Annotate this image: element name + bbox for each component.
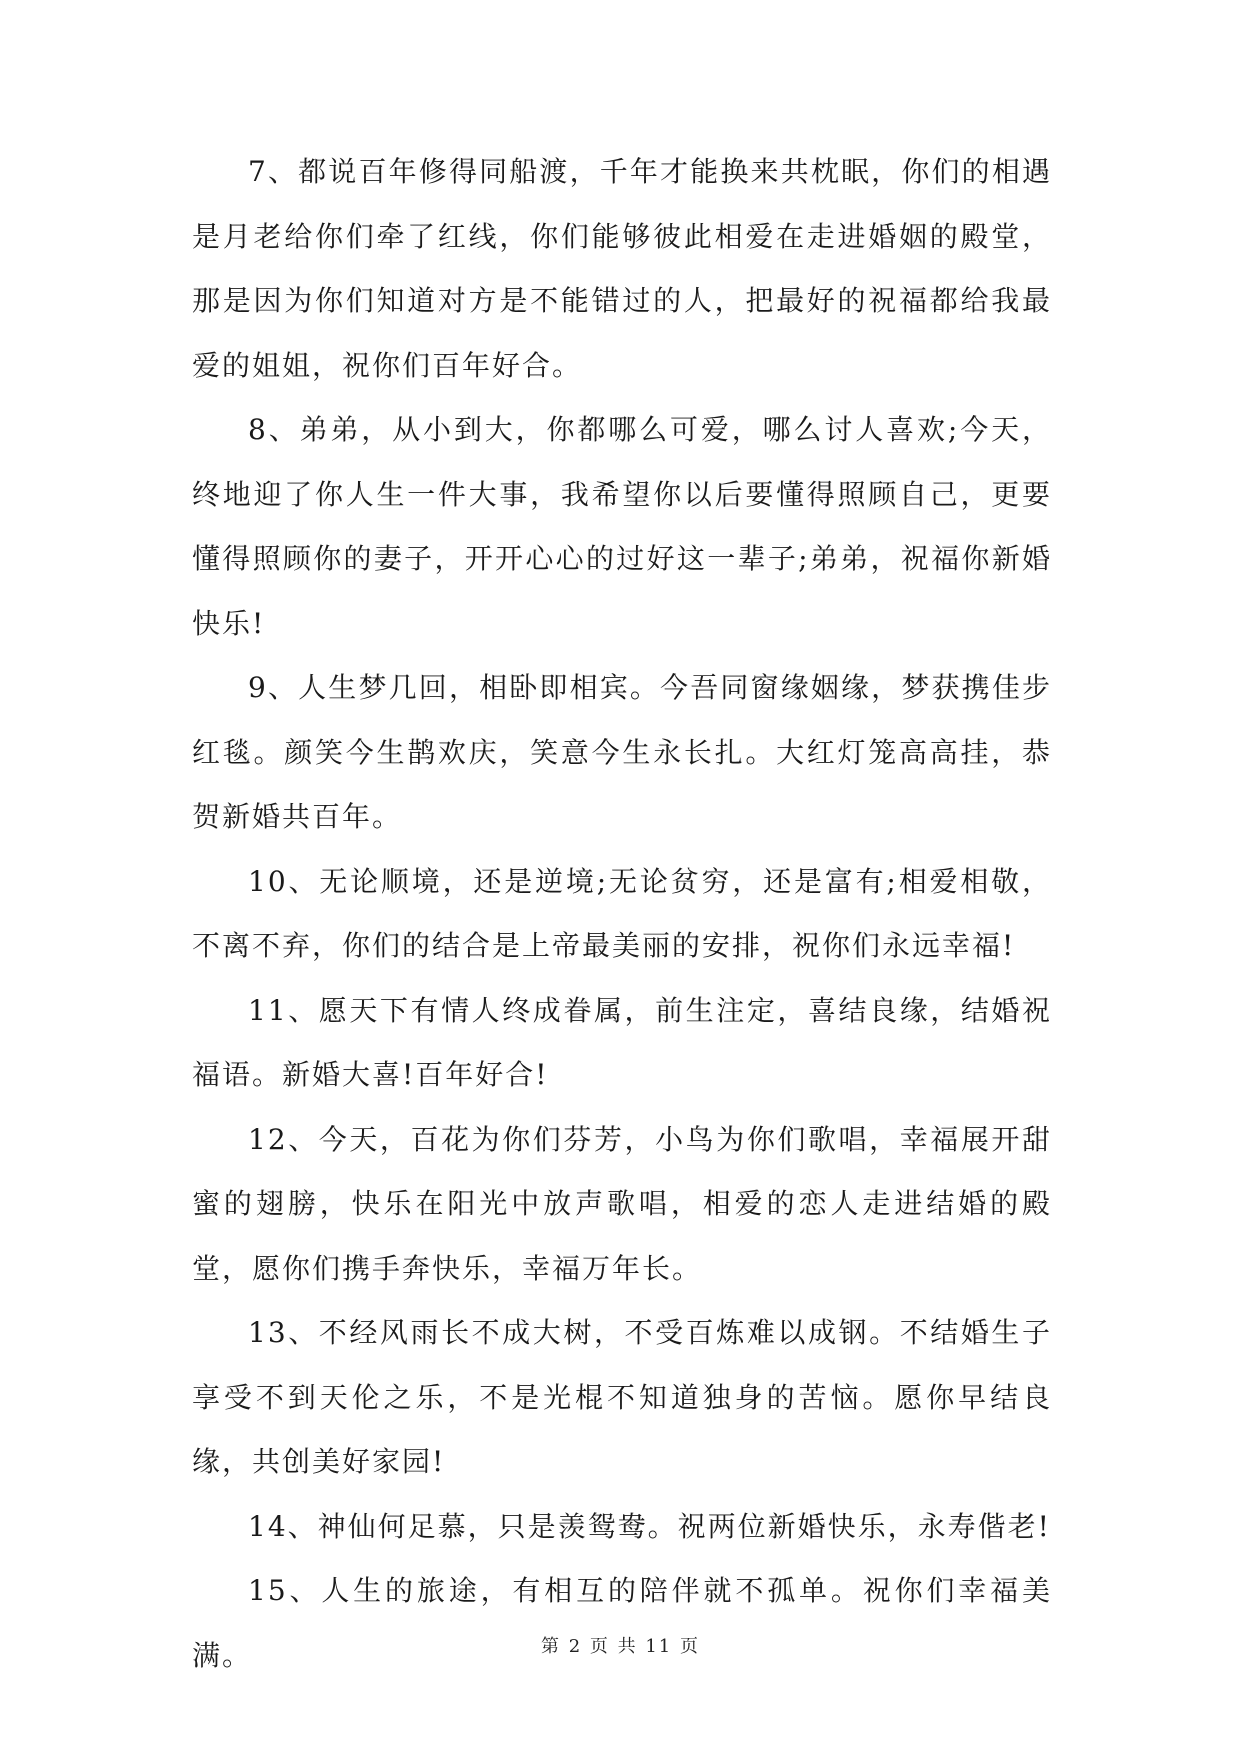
paragraph-8: 8、弟弟，从小到大，你都哪么可爱，哪么讨人喜欢;今天，终地迎了你人生一件大事，我希望你以后要懂得照顾自己，更要懂得照顾你的妻子，开开心心的过好这一辈子;弟弟，祝福你新婚快乐!: [192, 413, 1052, 640]
paragraph-9: 9、人生梦几回，相卧即相宾。今吾同窗缘姻缘，梦获携佳步红毯。颜笑今生鹊欢庆，笑意今生永长扎。大红灯笼高高挂，恭贺新婚共百年。: [192, 671, 1052, 833]
paragraph-11: 11、愿天下有情人终成眷属，前生注定，喜结良缘，结婚祝福语。新婚大喜!百年好合!: [192, 993, 1052, 1091]
paragraph-10: 10、无论顺境，还是逆境;无论贫穷，还是富有;相爱相敬，不离不弃，你们的结合是上帝最美丽的安排，祝你们永远幸福!: [192, 864, 1052, 962]
paragraph-15: 15、人生的旅途，有相互的陪伴就不孤单。祝你们幸福美满。: [192, 1574, 1052, 1672]
paragraph-14: 14、神仙何足慕，只是羡鸳鸯。祝两位新婚快乐，永寿偕老!: [248, 1509, 1051, 1543]
paragraph-13: 13、不经风雨长不成大树，不受百炼难以成钢。不结婚生子享受不到天伦之乐，不是光棍不知道独身的苦恼。愿你早结良缘，共创美好家园!: [192, 1316, 1052, 1478]
document-body: [192, 140, 1052, 1688]
page-number-footer: 第 2 页 共 11 页: [541, 1636, 700, 1657]
paragraph-12: 12、今天，百花为你们芬芳，小鸟为你们歌唱，幸福展开甜蜜的翅膀，快乐在阳光中放声歌唱，相爱的恋人走进结婚的殿堂，愿你们携手奔快乐，幸福万年长。: [192, 1122, 1052, 1285]
paragraph-7: 7、都说百年修得同船渡，千年才能换来共枕眠，你们的相遇是月老给你们牵了红线，你们能够彼此相爱在走进婚姻的殿堂，那是因为你们知道对方是不能错过的人，把最好的祝福都给我最爱的姐姐，祝你们百年好合。: [192, 155, 1052, 382]
